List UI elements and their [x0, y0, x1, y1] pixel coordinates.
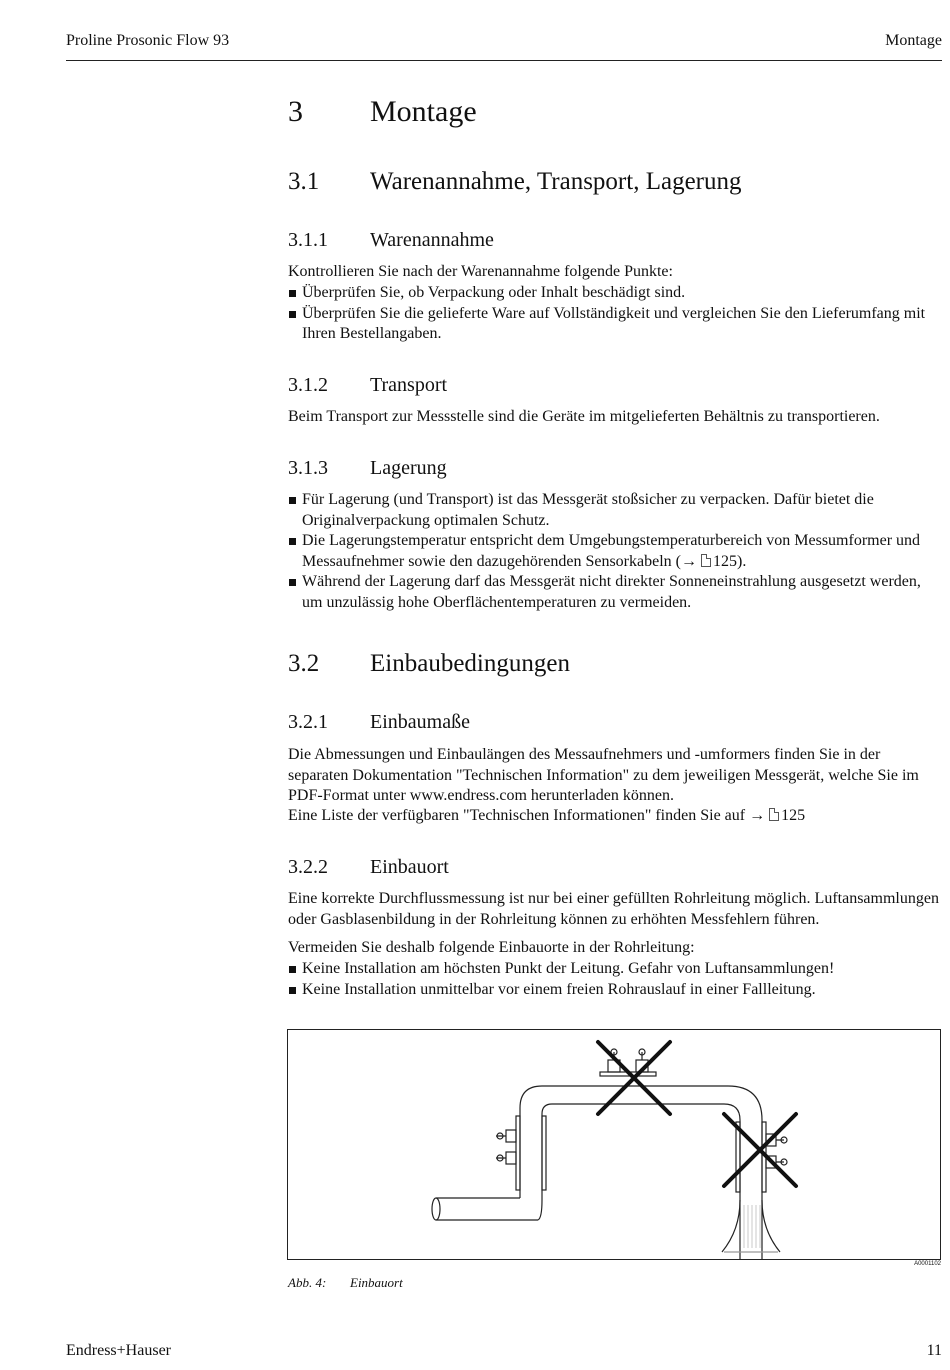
header-rule [66, 60, 942, 61]
list-item: Keine Installation unmittelbar vor einem freien Rohrauslauf in einer Fallleitung. [288, 980, 942, 1001]
arrow-icon: → [749, 807, 766, 824]
section-3-1-2-heading: 3.1.2 Transport [288, 374, 448, 396]
einbaumasse-text: Die Abmessungen und Einbaulängen des Messaufnehmers und -umformers finden Sie in der separaten Dokumentation "Technischen Information" zu dem jeweiligen Messgerät, welche Sie im PDF-Format unter www.endress.com herunterladen können. [288, 746, 919, 804]
einbauort-intro: Vermeiden Sie deshalb folgende Einbauorte in der Rohrleitung: [288, 939, 695, 956]
section-3-1-heading: 3.1 Warenannahme, Transport, Lagerung [288, 168, 742, 195]
warenannahme-intro: Kontrollieren Sie nach der Warenannahme folgende Punkte: [288, 263, 673, 280]
section-3-1-1-heading: 3.1.1 Warenannahme [288, 229, 494, 251]
header-chapter: Montage [885, 32, 942, 49]
einbauort-text: Eine korrekte Durchflussmessung ist nur bei einer gefüllten Rohrleitung möglich. Luftansammlungen oder Gasblasenbildung in der Rohrleitung können zu erhöhten Messfehlern führen. [288, 890, 939, 928]
page-number: 11 [926, 1342, 942, 1359]
header-product: Proline Prosonic Flow 93 [66, 32, 230, 49]
pipe-diagram [288, 1030, 940, 1259]
transport-text: Beim Transport zur Messstelle sind die Geräte im mitgelieferten Behältnis zu transportieren. [288, 408, 880, 425]
figure-caption [288, 1275, 403, 1291]
section-3-2-2-heading: 3.2.2 Einbauort [288, 856, 449, 878]
figure-label: Abb. 4: [288, 1275, 327, 1290]
section-3-2-1-heading: 3.2.1 Einbaumaße [288, 711, 470, 733]
einbauort-list [288, 959, 942, 1000]
figure-title: Einbauort [350, 1275, 403, 1290]
section-3-1-3-heading: 3.1.3 Lagerung [288, 457, 447, 479]
warenannahme-list [288, 283, 942, 345]
list-item: Überprüfen Sie die gelieferte Ware auf Vollständigkeit und vergleichen Sie den Lieferumfang mit Ihren Bestellangaben. [288, 304, 942, 345]
page-reference-icon [701, 554, 711, 567]
list-item: Keine Installation am höchsten Punkt der Leitung. Gefahr von Luftansammlungen! [288, 959, 942, 980]
section-3-2-heading: 3.2 Einbaubedingungen [288, 650, 570, 677]
installation-figure [287, 1029, 941, 1260]
page-reference[interactable]: 125 [781, 807, 806, 824]
figure-code: A0001102 [914, 1261, 941, 1267]
list-item: Während der Lagerung darf das Messgerät nicht direkter Sonneneinstrahlung ausgesetzt werden, um unzulässig hohe Oberflächentemperaturen zu vermeiden. [288, 572, 942, 613]
arrow-icon: → [680, 552, 697, 570]
footer-company: Endress+Hauser [66, 1342, 171, 1359]
list-item: Überprüfen Sie, ob Verpackung oder Inhalt beschädigt sind. [288, 283, 942, 304]
lagerung-list [288, 490, 942, 613]
list-item: Die Lagerungstemperatur entspricht dem Umgebungstemperaturbereich von Messumformer und Messaufnehmer sowie den dazugehörenden Sensorkabeln (→ 125). [288, 531, 942, 572]
list-item: Für Lagerung (und Transport) ist das Messgerät stoßsicher zu verpacken. Dafür bietet die Originalverpackung optimalen Schutz. [288, 490, 942, 531]
chapter-heading: 3 Montage [288, 95, 477, 128]
einbaumasse-reference: Eine Liste der verfügbaren "Technischen Informationen" finden Sie auf → 125 [288, 807, 806, 824]
page-reference[interactable]: 125 [712, 552, 737, 570]
page-reference-icon [769, 808, 779, 821]
